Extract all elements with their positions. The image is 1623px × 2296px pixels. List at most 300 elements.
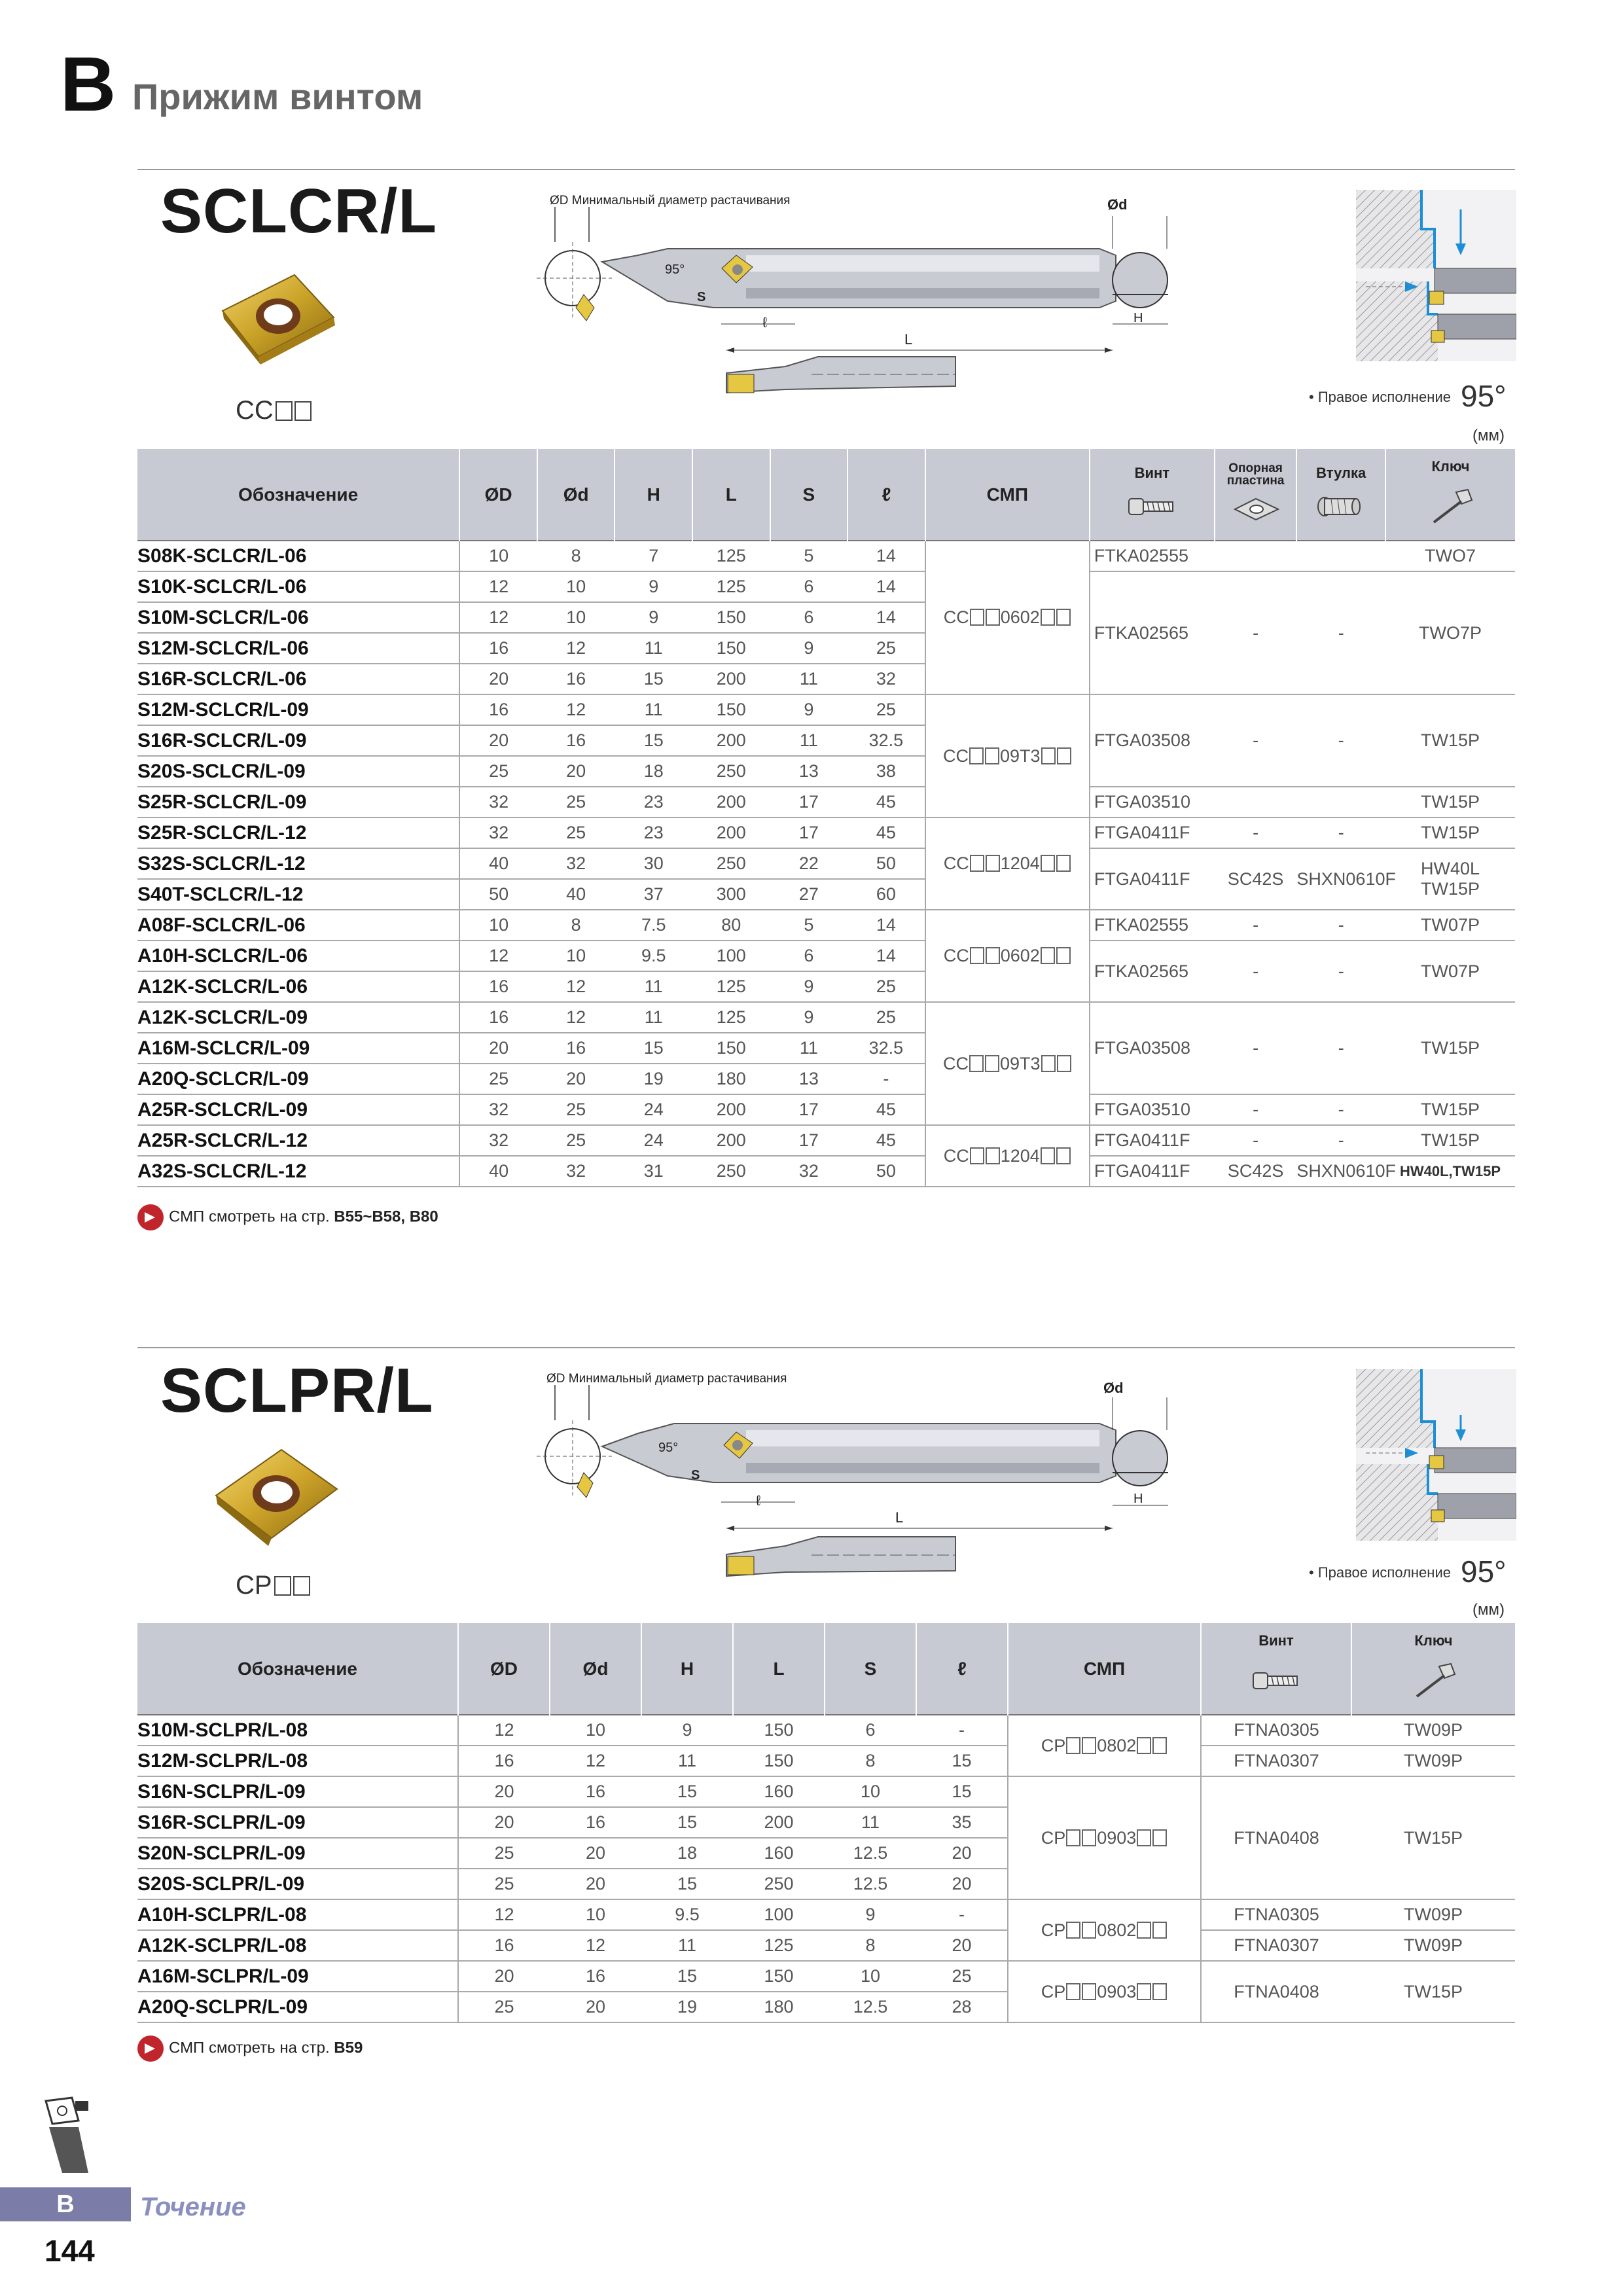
cell-D: 20 bbox=[458, 1776, 550, 1807]
cell-d: 10 bbox=[550, 1899, 641, 1930]
key-code: TW09P bbox=[1351, 1899, 1515, 1930]
insert-image-2 bbox=[203, 1440, 347, 1551]
col-l: ℓ bbox=[916, 1623, 1008, 1715]
cell-L: 125 bbox=[692, 541, 770, 571]
svg-text:ØD Минимальный диаметр растачи: ØD Минимальный диаметр растачивания bbox=[546, 1372, 787, 1386]
screw-code: FTNA0305 bbox=[1201, 1715, 1351, 1746]
cell-L: 200 bbox=[692, 1094, 770, 1125]
cell-H: 37 bbox=[615, 879, 692, 910]
cell-L: 150 bbox=[692, 602, 770, 633]
cell-d: 16 bbox=[537, 1033, 615, 1064]
cell-d: 20 bbox=[550, 1869, 641, 1899]
cell-l: 45 bbox=[847, 1094, 925, 1125]
screw-code: FTKA02565 bbox=[1090, 571, 1215, 694]
cell-D: 12 bbox=[458, 1899, 550, 1930]
designation: A12K-SCLCR/L-09 bbox=[137, 1002, 459, 1033]
col-designation: Обозначение bbox=[137, 1623, 458, 1715]
cell-H: 15 bbox=[641, 1869, 733, 1899]
cell-S: 11 bbox=[770, 664, 848, 694]
key-code: TW15P bbox=[1385, 694, 1515, 787]
cell-d: 8 bbox=[537, 541, 615, 571]
section-tab: B bbox=[0, 2187, 131, 2221]
insert-label-2: CP bbox=[236, 1571, 310, 1600]
cell-D: 32 bbox=[459, 1094, 537, 1125]
cell-H: 15 bbox=[641, 1961, 733, 1992]
cell-l: 14 bbox=[847, 941, 925, 971]
cell-d: 12 bbox=[550, 1930, 641, 1961]
svg-text:ℓ: ℓ bbox=[762, 314, 768, 331]
cell-H: 19 bbox=[615, 1064, 692, 1094]
shim-code: - bbox=[1215, 694, 1297, 787]
sleeve-code: - bbox=[1296, 941, 1385, 1002]
section-letter: B bbox=[60, 41, 116, 128]
key-code: TW09P bbox=[1351, 1715, 1515, 1746]
table-row bbox=[137, 1156, 1515, 1187]
col-d: Ød bbox=[550, 1623, 641, 1715]
cell-d: 10 bbox=[550, 1715, 641, 1746]
cell-L: 200 bbox=[733, 1807, 825, 1838]
section-rule bbox=[137, 1347, 1515, 1348]
cell-d: 10 bbox=[537, 941, 615, 971]
key-code: TW15P bbox=[1385, 1002, 1515, 1094]
cell-S: 27 bbox=[770, 879, 848, 910]
table-row bbox=[137, 787, 1515, 817]
screw-icon bbox=[1250, 1661, 1302, 1700]
designation: A32S-SCLCR/L-12 bbox=[137, 1156, 459, 1187]
cell-D: 10 bbox=[459, 910, 537, 941]
cell-L: 200 bbox=[692, 1125, 770, 1156]
cell-D: 20 bbox=[458, 1807, 550, 1838]
cell-S: 12.5 bbox=[825, 1869, 916, 1899]
col-l: ℓ bbox=[847, 449, 925, 541]
svg-text:Ød: Ød bbox=[1107, 196, 1128, 213]
cell-H: 24 bbox=[615, 1125, 692, 1156]
shim-code: - bbox=[1215, 817, 1297, 848]
designation: A12K-SCLPR/L-08 bbox=[137, 1930, 458, 1961]
sleeve-code: - bbox=[1296, 1094, 1385, 1125]
sleeve-code: - bbox=[1296, 571, 1385, 694]
designation: S16N-SCLPR/L-09 bbox=[137, 1776, 458, 1807]
table-row bbox=[137, 817, 1515, 848]
cell-L: 125 bbox=[692, 571, 770, 602]
cell-l: 28 bbox=[916, 1992, 1008, 2022]
cell-D: 40 bbox=[459, 848, 537, 879]
sleeve-code: SHXN0610F bbox=[1296, 848, 1385, 910]
screw-code: FTNA0305 bbox=[1201, 1899, 1351, 1930]
cell-d: 12 bbox=[537, 1002, 615, 1033]
cell-L: 150 bbox=[733, 1961, 825, 1992]
shim-code: - bbox=[1215, 1125, 1297, 1156]
sleeve-code: SHXN0610F bbox=[1296, 1156, 1385, 1187]
cell-d: 32 bbox=[537, 1156, 615, 1187]
cell-D: 12 bbox=[459, 571, 537, 602]
designation: S10M-SCLPR/L-08 bbox=[137, 1715, 458, 1746]
cell-D: 12 bbox=[458, 1715, 550, 1746]
cell-L: 160 bbox=[733, 1838, 825, 1869]
cell-l: 25 bbox=[847, 1002, 925, 1033]
cell-L: 200 bbox=[692, 725, 770, 756]
screw-code: FTNA0408 bbox=[1201, 1776, 1351, 1899]
screw-code: FTGA03510 bbox=[1090, 787, 1215, 817]
col-shim: Опорная пластина bbox=[1215, 449, 1297, 541]
col-S: S bbox=[770, 449, 848, 541]
approach-angle: 95° bbox=[1461, 379, 1507, 413]
insert-code: CC 1204 bbox=[925, 1125, 1090, 1187]
cell-D: 10 bbox=[459, 541, 537, 571]
col-d: Ød bbox=[537, 449, 615, 541]
cell-L: 150 bbox=[692, 633, 770, 664]
table-row bbox=[137, 941, 1515, 971]
cell-H: 11 bbox=[615, 633, 692, 664]
shim-code: - bbox=[1215, 571, 1297, 694]
shim-code: - bbox=[1215, 910, 1297, 941]
cell-l: 14 bbox=[847, 602, 925, 633]
cell-S: 9 bbox=[825, 1899, 916, 1930]
cell-D: 25 bbox=[458, 1869, 550, 1899]
cell-d: 20 bbox=[550, 1992, 641, 2022]
table-row bbox=[137, 1961, 1515, 1992]
cell-L: 100 bbox=[692, 941, 770, 971]
shim-code bbox=[1215, 787, 1297, 817]
arrow-circle-icon bbox=[137, 2036, 164, 2062]
insert-code: CP 0903 bbox=[1008, 1776, 1201, 1899]
shim-code: SC42S bbox=[1215, 1156, 1297, 1187]
cell-H: 15 bbox=[615, 725, 692, 756]
cell-L: 125 bbox=[692, 971, 770, 1002]
table-body bbox=[137, 1715, 1515, 2022]
cell-l: 32.5 bbox=[847, 725, 925, 756]
cell-l: 32.5 bbox=[847, 1033, 925, 1064]
cell-L: 300 bbox=[692, 879, 770, 910]
cell-L: 250 bbox=[733, 1869, 825, 1899]
designation: S12M-SCLCR/L-09 bbox=[137, 694, 459, 725]
cell-d: 16 bbox=[537, 725, 615, 756]
key-code: TW09P bbox=[1351, 1746, 1515, 1776]
cell-S: 5 bbox=[770, 910, 848, 941]
table-row bbox=[137, 1930, 1515, 1961]
cell-H: 30 bbox=[615, 848, 692, 879]
cell-l: 14 bbox=[847, 910, 925, 941]
col-screw: Винт bbox=[1201, 1623, 1351, 1715]
cell-H: 11 bbox=[615, 694, 692, 725]
cell-H: 15 bbox=[641, 1776, 733, 1807]
cell-S: 11 bbox=[825, 1807, 916, 1838]
svg-text:S: S bbox=[697, 290, 706, 304]
cell-S: 17 bbox=[770, 817, 848, 848]
col-D: ØD bbox=[458, 1623, 550, 1715]
cell-H: 31 bbox=[615, 1156, 692, 1187]
sleeve-code: - bbox=[1296, 1125, 1385, 1156]
cell-S: 9 bbox=[770, 694, 848, 725]
sleeve-icon bbox=[1315, 493, 1367, 520]
svg-text:H: H bbox=[1133, 1492, 1143, 1506]
cell-l: 45 bbox=[847, 1125, 925, 1156]
designation: A08F-SCLCR/L-06 bbox=[137, 910, 459, 941]
screw-code: FTKA02565 bbox=[1090, 941, 1215, 1002]
designation: A25R-SCLCR/L-09 bbox=[137, 1094, 459, 1125]
cell-S: 12.5 bbox=[825, 1992, 916, 2022]
cell-H: 18 bbox=[615, 756, 692, 787]
insert-reference: СМП смотреть на стр. B55~B58, B80 bbox=[137, 1204, 438, 1230]
cell-L: 160 bbox=[733, 1776, 825, 1807]
key-code: TW15P bbox=[1385, 787, 1515, 817]
machining-illustration-2 bbox=[1356, 1369, 1516, 1541]
cell-L: 200 bbox=[692, 664, 770, 694]
cell-S: 11 bbox=[770, 725, 848, 756]
cell-H: 23 bbox=[615, 817, 692, 848]
key-code: TW15P bbox=[1385, 817, 1515, 848]
cell-d: 20 bbox=[550, 1838, 641, 1869]
approach-angle-2: 95° bbox=[1461, 1554, 1507, 1588]
designation: S12M-SCLCR/L-06 bbox=[137, 633, 459, 664]
svg-text:Ød: Ød bbox=[1103, 1380, 1124, 1396]
designation: S32S-SCLCR/L-12 bbox=[137, 848, 459, 879]
cell-S: 17 bbox=[770, 1125, 848, 1156]
cell-S: 12.5 bbox=[825, 1838, 916, 1869]
cell-H: 9.5 bbox=[615, 941, 692, 971]
screw-code: FTGA0411F bbox=[1090, 817, 1215, 848]
svg-text:95°: 95° bbox=[665, 262, 685, 277]
cell-H: 24 bbox=[615, 1094, 692, 1125]
cell-D: 16 bbox=[459, 1002, 537, 1033]
cell-d: 12 bbox=[550, 1746, 641, 1776]
cell-D: 20 bbox=[458, 1961, 550, 1992]
col-designation: Обозначение bbox=[137, 449, 459, 541]
cell-D: 12 bbox=[459, 941, 537, 971]
key-code: HW40L,TW15P bbox=[1385, 1156, 1515, 1187]
col-key: Ключ bbox=[1351, 1623, 1515, 1715]
min-bore-label: ØD Минимальный диаметр растачивания bbox=[550, 194, 791, 207]
sleeve-code: - bbox=[1296, 910, 1385, 941]
designation: S25R-SCLCR/L-12 bbox=[137, 817, 459, 848]
cell-D: 25 bbox=[458, 1992, 550, 2022]
cell-H: 23 bbox=[615, 787, 692, 817]
designation: A10H-SCLCR/L-06 bbox=[137, 941, 459, 971]
key-icon bbox=[1408, 1661, 1460, 1700]
col-H: H bbox=[641, 1623, 733, 1715]
page-number: 144 bbox=[45, 2234, 95, 2268]
cell-D: 16 bbox=[459, 633, 537, 664]
cell-H: 19 bbox=[641, 1992, 733, 2022]
cell-D: 16 bbox=[458, 1930, 550, 1961]
insert-code: CC 0602 bbox=[925, 541, 1090, 694]
cell-S: 8 bbox=[825, 1930, 916, 1961]
cell-l: 20 bbox=[916, 1838, 1008, 1869]
cell-d: 25 bbox=[537, 787, 615, 817]
table-row bbox=[137, 848, 1515, 879]
col-L: L bbox=[733, 1623, 825, 1715]
screw-icon bbox=[1126, 493, 1178, 520]
screw-code: FTKA02555 bbox=[1090, 541, 1215, 571]
screw-code: FTNA0307 bbox=[1201, 1930, 1351, 1961]
designation: S12M-SCLPR/L-08 bbox=[137, 1746, 458, 1776]
screw-code: FTGA0411F bbox=[1090, 1156, 1215, 1187]
cell-L: 250 bbox=[692, 1156, 770, 1187]
cell-L: 150 bbox=[733, 1715, 825, 1746]
cell-D: 12 bbox=[459, 602, 537, 633]
cell-D: 16 bbox=[459, 971, 537, 1002]
cell-l: 25 bbox=[847, 971, 925, 1002]
cell-l: 14 bbox=[847, 571, 925, 602]
svg-text:95°: 95° bbox=[658, 1441, 679, 1455]
cell-d: 25 bbox=[537, 1125, 615, 1156]
cell-S: 6 bbox=[770, 571, 848, 602]
sleeve-code: - bbox=[1296, 694, 1385, 787]
cell-D: 25 bbox=[458, 1838, 550, 1869]
cell-d: 25 bbox=[537, 1094, 615, 1125]
key-code: TWO7 bbox=[1385, 541, 1515, 571]
cell-l: 25 bbox=[847, 633, 925, 664]
cell-d: 8 bbox=[537, 910, 615, 941]
insert-label: CC bbox=[236, 396, 312, 425]
cell-d: 10 bbox=[537, 571, 615, 602]
key-code: TWO7P bbox=[1385, 571, 1515, 694]
arrow-circle-icon bbox=[137, 1204, 164, 1230]
col-key: Ключ bbox=[1385, 449, 1515, 541]
cell-d: 12 bbox=[537, 971, 615, 1002]
cell-S: 32 bbox=[770, 1156, 848, 1187]
screw-code: FTGA0411F bbox=[1090, 848, 1215, 910]
cell-L: 100 bbox=[733, 1899, 825, 1930]
svg-text:L: L bbox=[895, 1509, 904, 1526]
spec-table-sclpr bbox=[137, 1623, 1515, 2023]
unit-label-2: (мм) bbox=[1472, 1601, 1505, 1619]
table-body bbox=[137, 541, 1515, 1187]
insert-code: CP 0802 bbox=[1008, 1899, 1201, 1961]
cell-D: 32 bbox=[459, 817, 537, 848]
table-row bbox=[137, 910, 1515, 941]
unit-label: (мм) bbox=[1472, 427, 1505, 444]
insert-code: CC 09T3 bbox=[925, 1002, 1090, 1125]
cell-D: 20 bbox=[459, 664, 537, 694]
designation: S10M-SCLCR/L-06 bbox=[137, 602, 459, 633]
section-name: Точение bbox=[140, 2193, 246, 2221]
cell-l: - bbox=[916, 1899, 1008, 1930]
cell-H: 7.5 bbox=[615, 910, 692, 941]
cell-d: 16 bbox=[537, 664, 615, 694]
cell-D: 25 bbox=[459, 1064, 537, 1094]
insert-code: CP 0903 bbox=[1008, 1961, 1201, 2022]
sleeve-code bbox=[1296, 787, 1385, 817]
designation: S20S-SCLCR/L-09 bbox=[137, 756, 459, 787]
svg-text:H: H bbox=[1133, 311, 1143, 325]
cell-S: 9 bbox=[770, 633, 848, 664]
cell-d: 25 bbox=[537, 817, 615, 848]
tool-diagram-2 bbox=[537, 1368, 1178, 1617]
designation: A20Q-SCLCR/L-09 bbox=[137, 1064, 459, 1094]
cell-d: 40 bbox=[537, 879, 615, 910]
right-hand-note: • Правое исполнение bbox=[1309, 389, 1451, 405]
shim-code: SC42S bbox=[1215, 848, 1297, 910]
key-code: TW15P bbox=[1351, 1961, 1515, 2022]
screw-code: FTNA0408 bbox=[1201, 1961, 1351, 2022]
cell-l: 32 bbox=[847, 664, 925, 694]
col-sleeve: Втулка bbox=[1296, 449, 1385, 541]
designation: S08K-SCLCR/L-06 bbox=[137, 541, 459, 571]
col-insert: СМП bbox=[1008, 1623, 1201, 1715]
cell-S: 13 bbox=[770, 1064, 848, 1094]
svg-text:S: S bbox=[691, 1468, 700, 1482]
cell-H: 9.5 bbox=[641, 1899, 733, 1930]
cell-l: 50 bbox=[847, 848, 925, 879]
cell-S: 22 bbox=[770, 848, 848, 879]
insert-image bbox=[203, 265, 347, 370]
cell-D: 20 bbox=[459, 725, 537, 756]
cell-d: 20 bbox=[537, 1064, 615, 1094]
header-rule bbox=[137, 169, 1515, 170]
cell-D: 25 bbox=[459, 756, 537, 787]
cell-d: 20 bbox=[537, 756, 615, 787]
insert-code: CC 1204 bbox=[925, 817, 1090, 910]
spec-table-sclcr bbox=[137, 449, 1515, 1187]
table-row bbox=[137, 1899, 1515, 1930]
cell-H: 18 bbox=[641, 1838, 733, 1869]
cell-S: 10 bbox=[825, 1961, 916, 1992]
designation: A20Q-SCLPR/L-09 bbox=[137, 1992, 458, 2022]
screw-code: FTGA0411F bbox=[1090, 1125, 1215, 1156]
col-H: H bbox=[615, 449, 692, 541]
cell-L: 250 bbox=[692, 848, 770, 879]
designation: A16M-SCLPR/L-09 bbox=[137, 1961, 458, 1992]
table-row bbox=[137, 1125, 1515, 1156]
cell-l: - bbox=[847, 1064, 925, 1094]
cell-l: 20 bbox=[916, 1930, 1008, 1961]
shim-code bbox=[1215, 541, 1297, 571]
cell-l: 45 bbox=[847, 787, 925, 817]
cell-D: 40 bbox=[459, 1156, 537, 1187]
cell-L: 250 bbox=[692, 756, 770, 787]
table-row bbox=[137, 1715, 1515, 1746]
cell-L: 180 bbox=[692, 1064, 770, 1094]
insert-code: CC 09T3 bbox=[925, 694, 1090, 817]
cell-L: 200 bbox=[692, 817, 770, 848]
cell-l: 14 bbox=[847, 541, 925, 571]
cell-S: 13 bbox=[770, 756, 848, 787]
sleeve-code: - bbox=[1296, 817, 1385, 848]
designation: S16R-SCLCR/L-09 bbox=[137, 725, 459, 756]
designation: S10K-SCLCR/L-06 bbox=[137, 571, 459, 602]
svg-text:ℓ: ℓ bbox=[756, 1492, 761, 1509]
cell-d: 16 bbox=[550, 1961, 641, 1992]
tool-diagram bbox=[537, 190, 1178, 439]
cell-l: 50 bbox=[847, 1156, 925, 1187]
screw-code: FTKA02555 bbox=[1090, 910, 1215, 941]
cell-H: 7 bbox=[615, 541, 692, 571]
cell-H: 11 bbox=[641, 1930, 733, 1961]
designation: A25R-SCLCR/L-12 bbox=[137, 1125, 459, 1156]
product-title-2: SCLPR/L bbox=[160, 1355, 434, 1426]
cell-H: 15 bbox=[615, 1033, 692, 1064]
cell-S: 8 bbox=[825, 1746, 916, 1776]
cell-L: 125 bbox=[733, 1930, 825, 1961]
col-L: L bbox=[692, 449, 770, 541]
designation: A12K-SCLCR/L-06 bbox=[137, 971, 459, 1002]
insert-code: CP 0802 bbox=[1008, 1715, 1201, 1776]
cell-S: 9 bbox=[770, 971, 848, 1002]
cell-L: 150 bbox=[692, 1033, 770, 1064]
cell-S: 17 bbox=[770, 1094, 848, 1125]
key-code: HW40L TW15P bbox=[1385, 848, 1515, 910]
cell-l: 35 bbox=[916, 1807, 1008, 1838]
sleeve-code bbox=[1296, 541, 1385, 571]
table-row bbox=[137, 1776, 1515, 1807]
cell-l: 20 bbox=[916, 1869, 1008, 1899]
cell-H: 9 bbox=[615, 602, 692, 633]
shim-code: - bbox=[1215, 1094, 1297, 1125]
cell-d: 16 bbox=[550, 1807, 641, 1838]
cell-d: 16 bbox=[550, 1776, 641, 1807]
cell-H: 15 bbox=[615, 664, 692, 694]
